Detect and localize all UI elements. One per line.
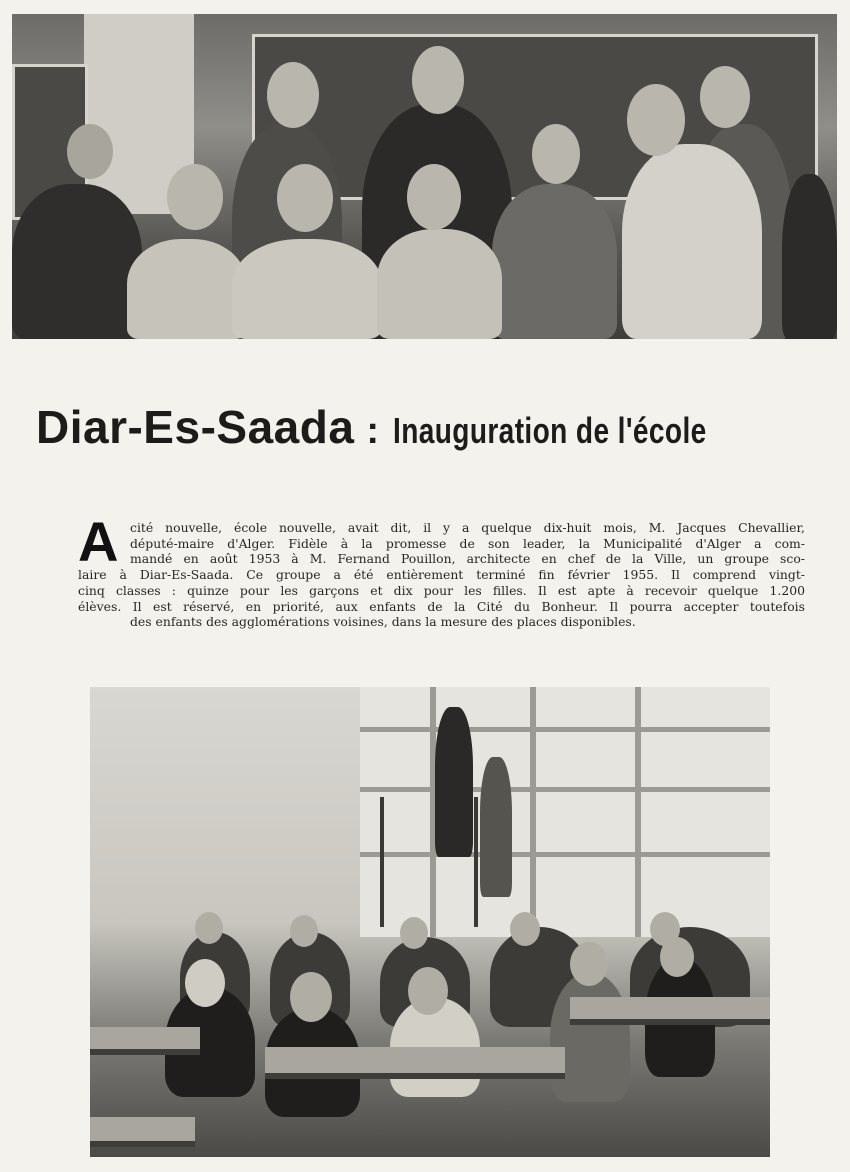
girl-figure: [127, 239, 247, 339]
pupil-head: [195, 912, 223, 944]
headline-place: Diar-Es-Saada: [36, 401, 355, 453]
worker-figure: [480, 757, 512, 897]
girl-head: [167, 164, 223, 230]
window-mullion: [635, 687, 641, 937]
headline-subtitle: Inauguration de l'école: [393, 410, 707, 451]
article-line: des enfants des agglomérations voisines, dans la mesure des places disponibles.: [130, 614, 636, 630]
school-desk: [570, 997, 770, 1025]
pupil-head: [660, 937, 694, 977]
man-head: [267, 62, 319, 128]
pupil: [550, 972, 630, 1102]
pupil-head: [290, 972, 332, 1022]
girl-figure: [232, 239, 382, 339]
man-light-suit-figure: [622, 144, 762, 339]
classroom-photo: [90, 687, 770, 1157]
girl-figure: [377, 229, 502, 339]
pupil-head: [570, 942, 608, 986]
worker-on-ladder: [435, 707, 473, 857]
man-head: [412, 46, 464, 114]
man-head: [627, 84, 685, 156]
pupil-head: [510, 912, 540, 946]
headline-separator: :: [366, 410, 380, 452]
woman-figure: [492, 184, 617, 339]
article-line: député-maire d'Alger. Fidèle à la promesse de son leader, la Municipalité d'Alger a com-: [130, 535, 805, 551]
girl-head: [407, 164, 461, 230]
article-line: élèves. Il est réservé, en priorité, aux enfants de la Cité du Bonheur. Il pourra accepter toutefois: [78, 598, 805, 614]
window-transom: [360, 727, 770, 732]
window-mullion: [530, 687, 536, 937]
pupil-head: [408, 967, 448, 1015]
pupil-head: [185, 959, 225, 1007]
school-desk: [265, 1047, 565, 1079]
drop-cap: A: [78, 510, 119, 573]
article-line: cité nouvelle, école nouvelle, avait dit, il y a quelque dix-huit mois, M. Jacques Chevallier,: [130, 520, 805, 535]
article-paragraph: [78, 520, 805, 630]
woman-head: [532, 124, 580, 184]
school-desk: [90, 1117, 195, 1147]
article-line: mandé en août 1953 à M. Fernand Pouillon, architecte en chef de la Ville, un groupe sco-: [130, 551, 805, 567]
children-group: [12, 184, 142, 339]
headline: [36, 400, 836, 454]
child-figure: [782, 174, 837, 339]
pupil-head: [290, 915, 318, 947]
group-photo: [12, 14, 837, 339]
girl-head: [277, 164, 333, 232]
window-transom: [360, 787, 770, 792]
article-line: cinq classes : quinze pour les garçons et dix pour les filles. Il est apte à recevoir quelque 1.200: [78, 582, 805, 598]
pupil-head: [400, 917, 428, 949]
article-line: laire à Diar-Es-Saada. Ce groupe a été entièrement terminé fin février 1955. Il comprend vingt-: [78, 567, 805, 583]
man-head: [700, 66, 750, 128]
school-desk: [90, 1027, 200, 1055]
girl-head: [67, 124, 113, 179]
